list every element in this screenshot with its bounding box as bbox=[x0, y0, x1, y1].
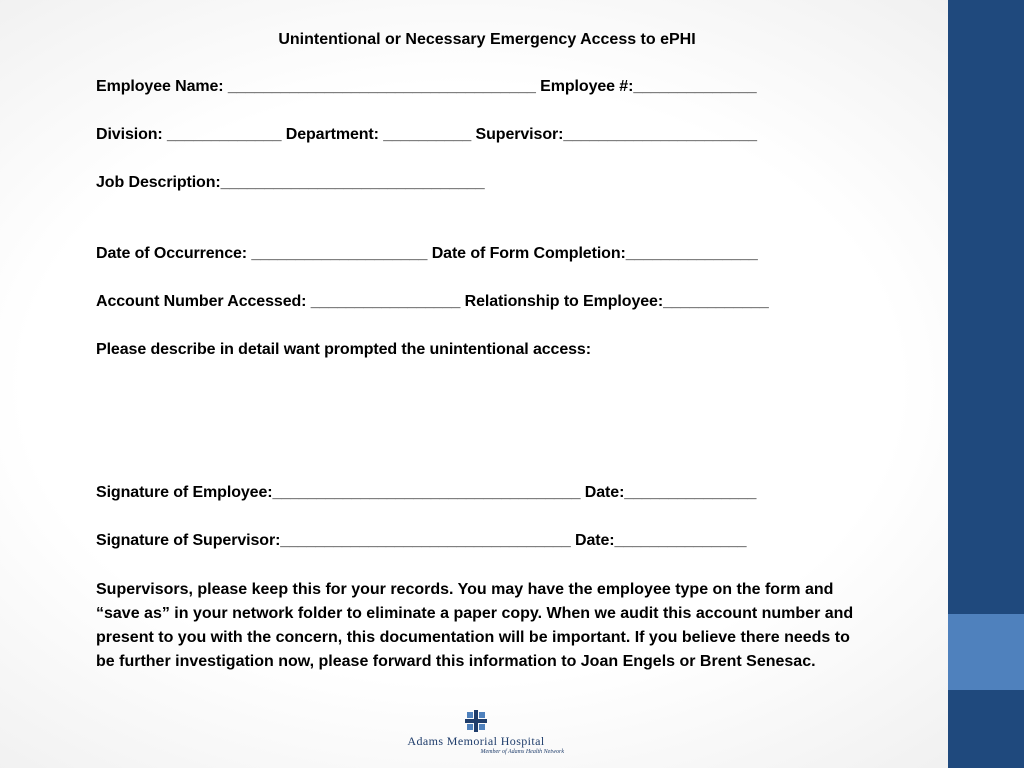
cross-emblem-icon bbox=[465, 710, 487, 732]
account-number-field: Account Number Accessed: _________________ Relationship to Employee:____________ bbox=[96, 293, 769, 310]
form-title: Unintentional or Necessary Emergency Access to ePHI bbox=[278, 31, 696, 48]
employee-signature-field: Signature of Employee:___________________________________ Date:_______________ bbox=[96, 484, 757, 501]
job-description-field: Job Description:______________________________ bbox=[96, 174, 485, 191]
sidebar-accent-block bbox=[948, 614, 1024, 690]
supervisor-note: Supervisors, please keep this for your records. You may have the employee type on the form and “save as” in your network folder to eliminate a paper copy. When we audit this account number and present to you with the concern, this documentation will be important. If you believe there needs to be further investigation now, please forward this information to Joan Engels or Brent Senesac. bbox=[96, 581, 854, 670]
hospital-logo bbox=[388, 710, 564, 758]
division-field: Division: _____________ Department: __________ Supervisor:______________________ bbox=[96, 126, 757, 143]
hospital-name: Adams Memorial Hospital bbox=[407, 734, 545, 748]
supervisor-signature-field: Signature of Supervisor:_________________________________ Date:_______________ bbox=[96, 532, 747, 549]
dates-field: Date of Occurrence: ____________________ Date of Form Completion:_______________ bbox=[96, 245, 758, 262]
hospital-tagline: Member of Adams Health Network bbox=[480, 749, 564, 755]
describe-prompt: Please describe in detail want prompted the unintentional access: bbox=[96, 341, 591, 358]
employee-name-field: Employee Name: ___________________________________ Employee #:______________ bbox=[96, 78, 757, 95]
